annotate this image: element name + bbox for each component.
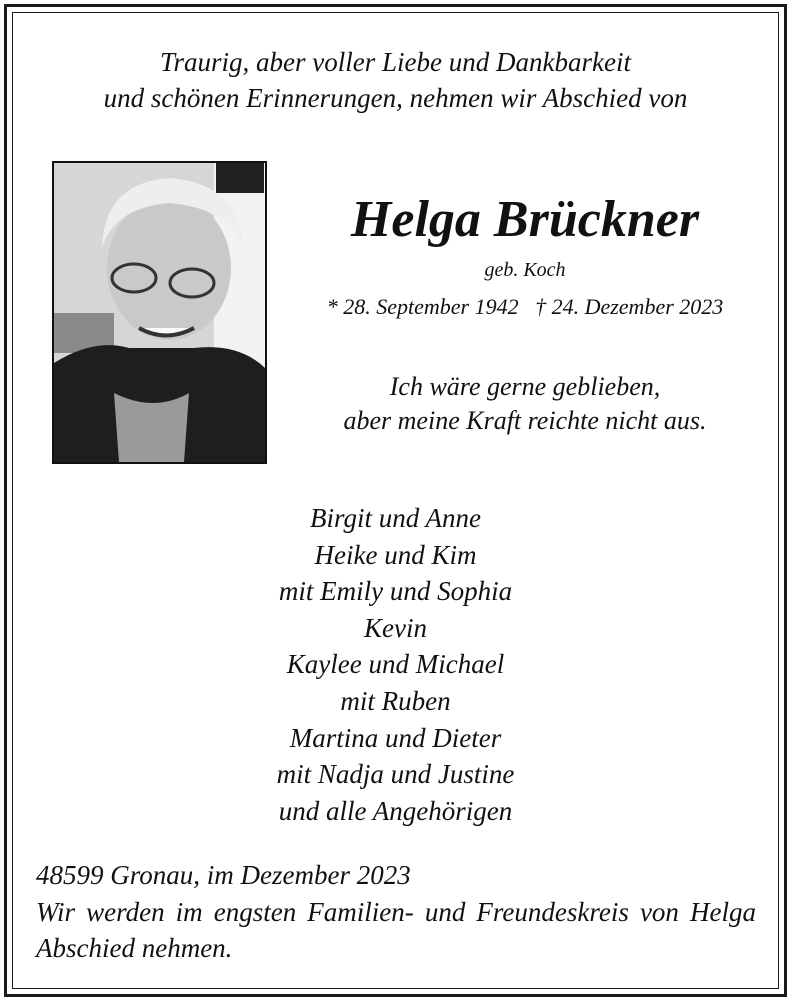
portrait-photo <box>52 161 267 464</box>
mourner-line: Kaylee und Michael <box>286 649 505 680</box>
deceased-name: Helga Brückner <box>350 191 700 248</box>
birth-name: geb. Koch <box>484 259 566 281</box>
intro-line-1: Traurig, aber voller Liebe und Dankbarkeit <box>160 47 631 77</box>
intro-text <box>0 44 791 116</box>
quote-line-2: aber meine Kraft reichte nicht aus. <box>343 406 707 435</box>
quote-text <box>300 370 750 438</box>
closing-note: Wir werden im engsten Familien- und Freundeskreis von Helga Abschied nehmen. <box>36 897 756 963</box>
mourner-line: Kevin <box>364 612 427 643</box>
mourner-line: und alle Angehörigen <box>278 795 513 826</box>
intro-line-2: und schönen Erinnerungen, nehmen wir Abschied von <box>103 83 688 113</box>
life-dates: * 28. September 1942 † 24. Dezember 2023 <box>326 294 724 319</box>
mourners-list <box>0 500 791 829</box>
mourner-line: mit Emily und Sophia <box>278 576 513 607</box>
mourner-line: Birgit und Anne <box>310 503 481 533</box>
mourner-line: mit Nadja und Justine <box>276 759 515 790</box>
quote-line-1: Ich wäre gerne geblieben, <box>389 372 661 401</box>
mourner-line: mit Ruben <box>340 685 451 716</box>
mourner-line: Heike und Kim <box>314 539 477 570</box>
mourner-line: Martina und Dieter <box>289 722 502 753</box>
place-and-date: 48599 Gronau, im Dezember 2023 <box>36 860 411 890</box>
